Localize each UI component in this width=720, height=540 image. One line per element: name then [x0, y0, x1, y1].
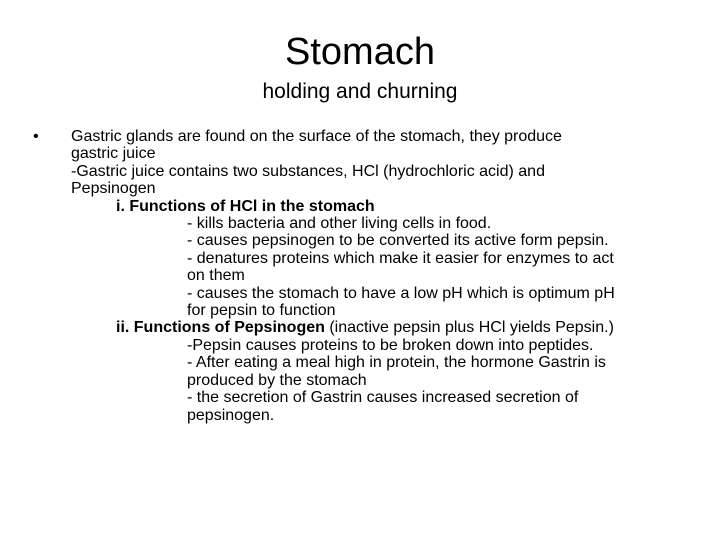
text-line: for pepsin to function	[187, 302, 336, 320]
text-line: - causes pepsinogen to be converted its active form pepsin.	[187, 232, 609, 250]
section-heading-hcl: i. Functions of HCl in the stomach	[116, 197, 375, 215]
text-line: on them	[187, 267, 245, 285]
text-line: produced by the stomach	[187, 371, 367, 389]
section-heading-pepsinogen: ii. Functions of Pepsinogen	[116, 319, 325, 337]
text-line: - kills bacteria and other living cells in food.	[187, 215, 492, 233]
text-line: pepsinogen.	[187, 406, 275, 424]
slide-subtitle: holding and churning	[262, 80, 458, 103]
text-line: -Pepsin causes proteins to be broken down into peptides.	[187, 336, 594, 354]
section-heading-pepsinogen-line	[71, 319, 701, 336]
section-heading-note: (inactive pepsin plus HCl yields Pepsin.)	[324, 319, 614, 337]
bullet-marker: •	[33, 128, 39, 145]
text-line: Pepsinogen	[71, 180, 156, 198]
bullet-body	[71, 128, 701, 424]
text-line: gastric juice	[71, 145, 156, 163]
text-line: - causes the stomach to have a low pH which is optimum pH	[187, 284, 615, 302]
text-line: - After eating a meal high in protein, the hormone Gastrin is	[187, 354, 606, 372]
slide-title: Stomach	[285, 31, 435, 73]
text-line: - denatures proteins which make it easier for enzymes to act	[187, 249, 614, 267]
text-line: - the secretion of Gastrin causes increased secretion of	[187, 389, 579, 407]
text-line: Gastric glands are found on the surface of the stomach, they produce	[71, 128, 562, 145]
text-line: -Gastric juice contains two substances, HCl (hydrochloric acid) and	[71, 162, 545, 180]
